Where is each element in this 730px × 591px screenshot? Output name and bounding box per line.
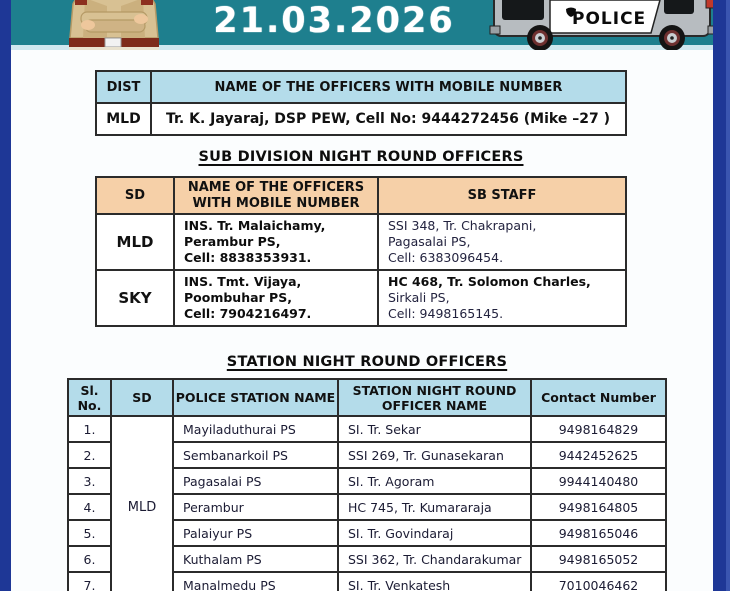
- police-station-cell: Perambur: [173, 494, 338, 520]
- sd-column-header: SD: [96, 177, 174, 214]
- night-round-officer-column-header: STATION NIGHT ROUND OFFICER NAME: [338, 379, 531, 416]
- district-officer-table: [95, 70, 627, 136]
- officer-name-cell: SI. Tr. Venkatesh: [338, 572, 531, 591]
- officer-line: Poombuhar PS,: [184, 290, 292, 305]
- officer-name-column-header: NAME OF THE OFFICERS WITH MOBILE NUMBER: [151, 71, 626, 103]
- sb-staff-line: HC 468, Tr. Solomon Charles,: [388, 274, 591, 289]
- slno-cell: 2.: [68, 442, 111, 468]
- district-header-row: [96, 71, 626, 103]
- contact-number-cell: 9944140480: [531, 468, 666, 494]
- sb-staff-line: Cell: 9498165145.: [388, 306, 504, 321]
- police-station-cell: Manalmedu PS: [173, 572, 338, 591]
- district-code-cell: MLD: [96, 103, 151, 135]
- contact-number-cell: 9498164829: [531, 416, 666, 442]
- sub-division-row-mld: [96, 214, 626, 270]
- sub-division-title: SUB DIVISION NIGHT ROUND OFFICERS: [198, 149, 524, 165]
- sb-staff-line: Pagasalai PS,: [388, 234, 471, 249]
- officer-line: INS. Tr. Malaichamy,: [184, 218, 326, 233]
- officer-line: Perambur PS,: [184, 234, 281, 249]
- contact-number-cell: 7010046462: [531, 572, 666, 591]
- left-frame-border: [0, 0, 11, 591]
- sd-merged-cell: MLD: [111, 416, 173, 591]
- contact-number-cell: 9498165046: [531, 520, 666, 546]
- sd-column-header: SD: [111, 379, 173, 416]
- police-station-cell: Mayiladuthurai PS: [173, 416, 338, 442]
- slno-cell: 4.: [68, 494, 111, 520]
- police-station-cell: Kuthalam PS: [173, 546, 338, 572]
- sb-staff-detail-cell: [378, 214, 626, 270]
- slno-column-header: Sl. No.: [68, 379, 111, 416]
- sd-code-cell: SKY: [96, 270, 174, 326]
- sub-division-table: [95, 176, 627, 327]
- contact-number-cell: 9498165052: [531, 546, 666, 572]
- sb-staff-column-header: SB STAFF: [378, 177, 626, 214]
- contact-number-cell: 9442452625: [531, 442, 666, 468]
- slno-cell: 7.: [68, 572, 111, 591]
- date-heading: 21.03.2026: [213, 1, 455, 41]
- district-data-row: [96, 103, 626, 135]
- sb-staff-line: Sirkali PS,: [388, 290, 450, 305]
- officer-name-cell: SI. Tr. Govindaraj: [338, 520, 531, 546]
- officer-detail-cell: [174, 214, 378, 270]
- vehicle-police-label: POLICE: [572, 9, 647, 29]
- police-station-cell: Pagasalai PS: [173, 468, 338, 494]
- officer-name-cell: SI. Tr. Agoram: [338, 468, 531, 494]
- officer-name-cell: SI. Tr. Sekar: [338, 416, 531, 442]
- officer-name-cell: HC 745, Tr. Kumararaja: [338, 494, 531, 520]
- sb-staff-line: Cell: 6383096454.: [388, 250, 504, 265]
- dist-column-header: DIST: [96, 71, 151, 103]
- police-officer-icon: [55, 0, 173, 50]
- slno-cell: 1.: [68, 416, 111, 442]
- officer-name-cell: SSI 269, Tr. Gunasekaran: [338, 442, 531, 468]
- sub-division-row-sky: [96, 270, 626, 326]
- sb-staff-detail-cell: [378, 270, 626, 326]
- station-table: [67, 378, 667, 591]
- officer-detail-cell: [174, 270, 378, 326]
- contact-number-column-header: Contact Number: [531, 379, 666, 416]
- police-station-column-header: POLICE STATION NAME: [173, 379, 338, 416]
- station-row: [68, 416, 666, 442]
- officer-line: Cell: 8838353931.: [184, 250, 312, 265]
- slno-cell: 5.: [68, 520, 111, 546]
- sb-staff-line: SSI 348, Tr. Chakrapani,: [388, 218, 537, 233]
- slno-cell: 6.: [68, 546, 111, 572]
- header-banner: [11, 0, 713, 50]
- officer-line: INS. Tmt. Vijaya,: [184, 274, 302, 289]
- officer-name-cell: SSI 362, Tr. Chandarakumar: [338, 546, 531, 572]
- right-frame-border: [713, 0, 730, 591]
- station-header-row: [68, 379, 666, 416]
- contact-number-cell: 9498164805: [531, 494, 666, 520]
- officer-line: Cell: 7904216497.: [184, 306, 312, 321]
- slno-cell: 3.: [68, 468, 111, 494]
- station-title: STATION NIGHT ROUND OFFICERS: [226, 354, 508, 370]
- sd-code-cell: MLD: [96, 214, 174, 270]
- officers-column-header: NAME OF THE OFFICERS WITH MOBILE NUMBER: [174, 177, 378, 214]
- police-station-cell: Palaiyur PS: [173, 520, 338, 546]
- district-officer-cell: Tr. K. Jayaraj, DSP PEW, Cell No: 9444272456 (Mike –27 ): [151, 103, 626, 135]
- sub-division-header-row: [96, 177, 626, 214]
- police-station-cell: Sembanarkoil PS: [173, 442, 338, 468]
